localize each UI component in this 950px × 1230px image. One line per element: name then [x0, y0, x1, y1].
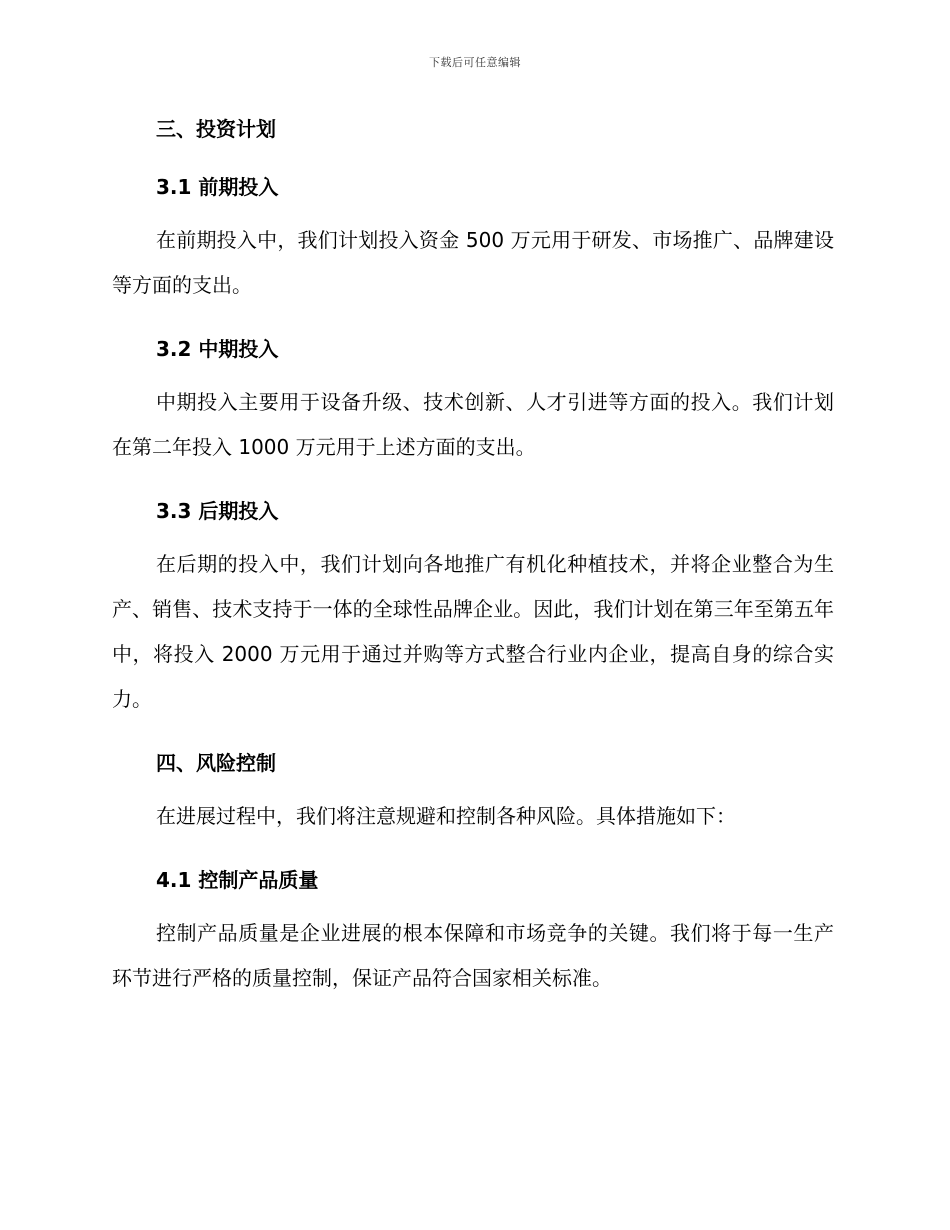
section-3-2-title: 3.2 中期投入	[156, 337, 279, 361]
section-3-1-text: 在前期投入中，我们计划投入资金 500 万元用于研发、市场推广、品牌建设等方面的支出。	[112, 228, 834, 297]
section-4-1-title: 4.1 控制产品质量	[156, 868, 319, 892]
section-4-intro: 在进展过程中，我们将注意规避和控制各种风险。具体措施如下：	[156, 804, 736, 828]
section-3-title: 三、投资计划	[156, 117, 276, 141]
section-3-3-title: 3.3 后期投入	[156, 499, 279, 523]
document-body	[112, 112, 834, 1001]
section-3-2-text: 中期投入主要用于设备升级、技术创新、人才引进等方面的投入。我们计划在第二年投入 1000 万元用于上述方面的支出。	[112, 390, 834, 459]
section-3-3-text: 在后期的投入中，我们计划向各地推广有机化种植技术，并将企业整合为生产、销售、技术支持于一体的全球性品牌企业。因此，我们计划在第三年至第五年中，将投入 2000 万元用于通过并购等方式整合行业内企业，提高自身的综合实力。	[112, 552, 834, 711]
section-4-1-text: 控制产品质量是企业进展的根本保障和市场竞争的关键。我们将于每一生产环节进行严格的质量控制，保证产品符合国家相关标准。	[112, 921, 834, 990]
header-note: 下载后可任意编辑	[429, 56, 521, 69]
section-3-1-title: 3.1 前期投入	[156, 175, 279, 199]
section-4-title: 四、风险控制	[156, 751, 276, 775]
